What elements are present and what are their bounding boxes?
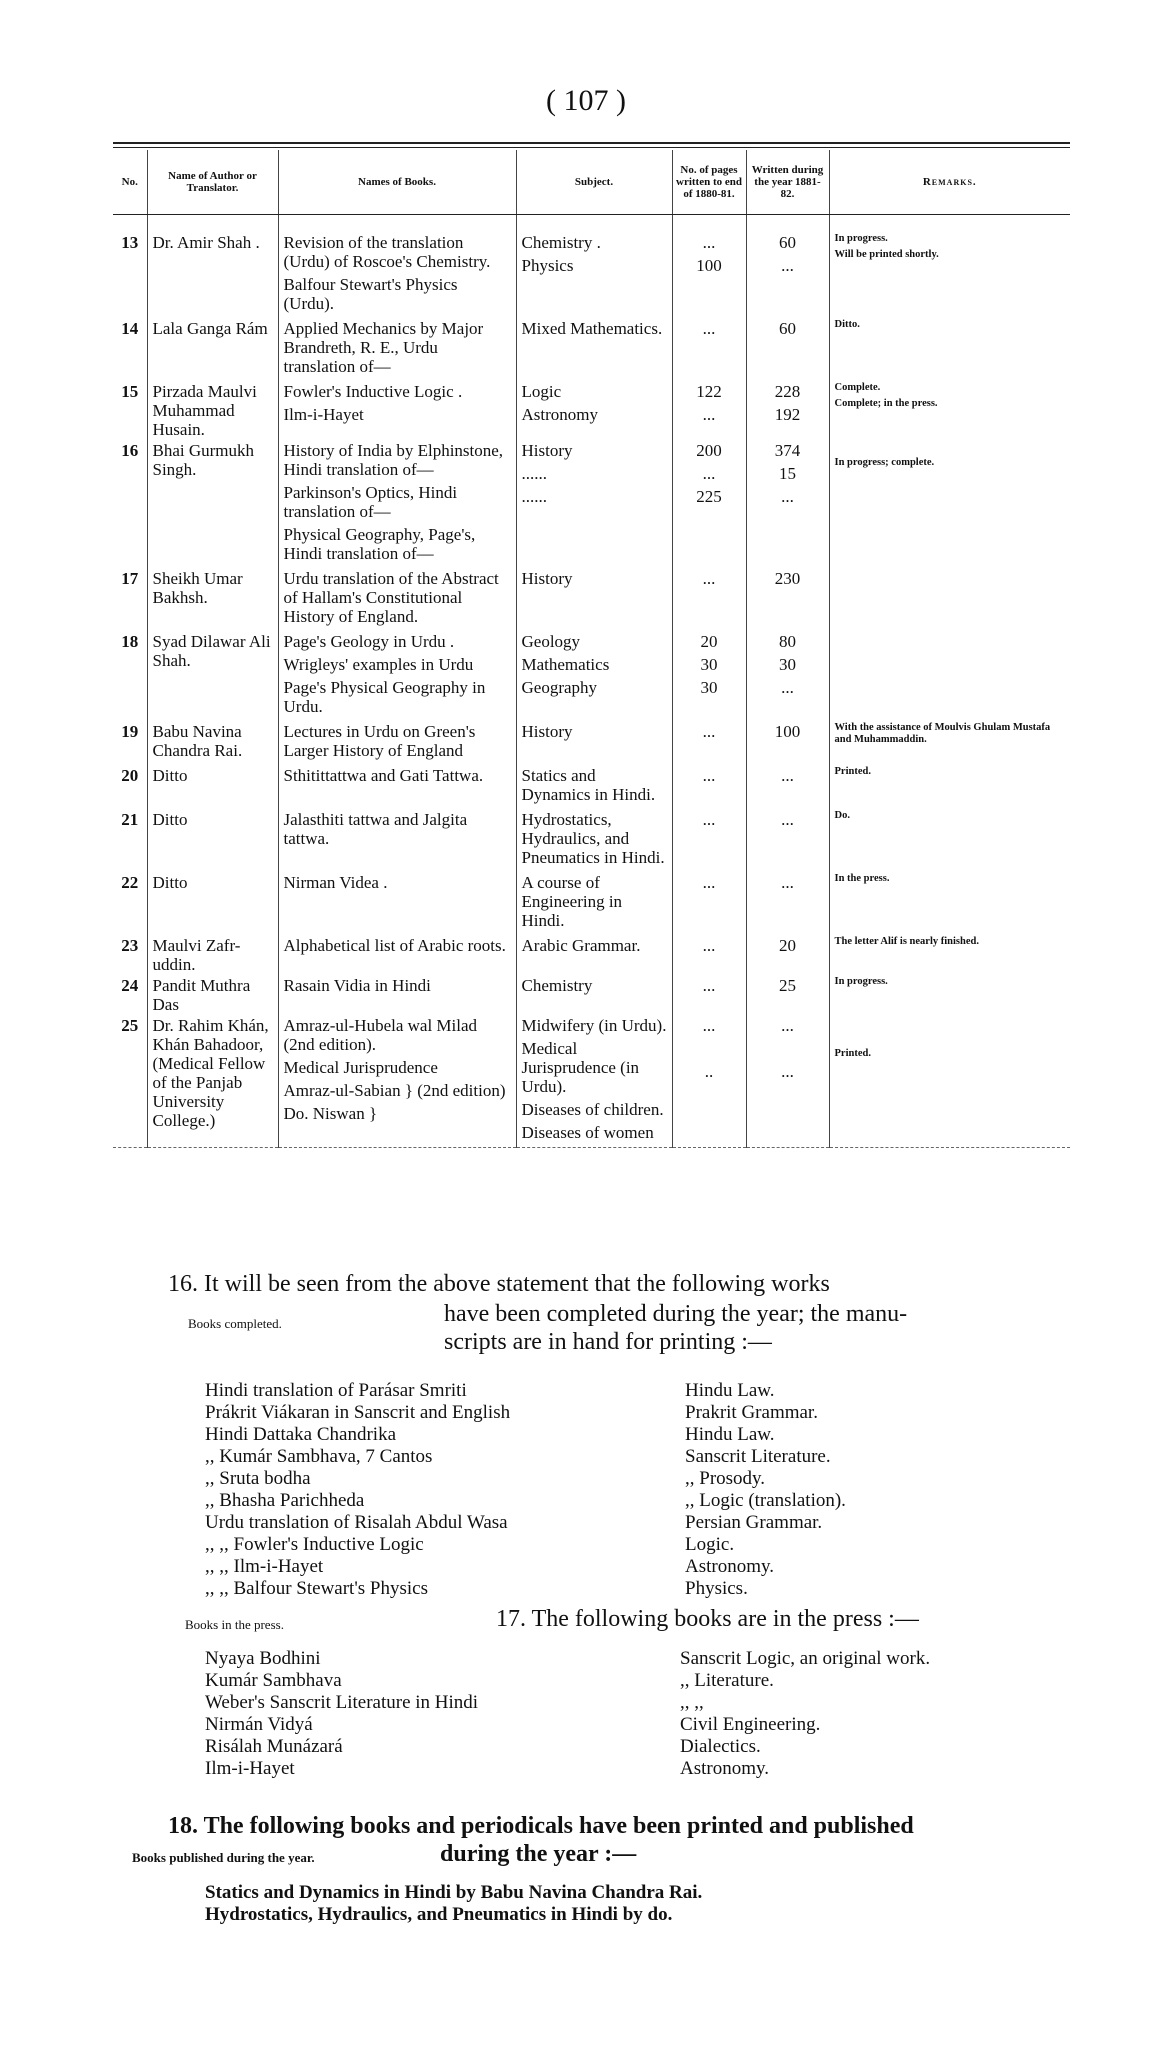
pages-cell — [672, 765, 746, 809]
remarks-item: In progress. — [834, 976, 888, 987]
remarks-item: In progress. — [834, 233, 888, 244]
remarks-item — [835, 441, 1066, 453]
written-item: 60 — [779, 319, 796, 338]
pages-item: 100 — [696, 256, 722, 275]
pages-cell — [672, 809, 746, 872]
written-item — [752, 1039, 824, 1058]
subjects-cell — [516, 215, 672, 319]
subjects-item: Astronomy — [521, 405, 598, 424]
written-item: ... — [781, 873, 794, 892]
table-header-row — [113, 150, 1070, 215]
pages-item: 30 — [700, 655, 718, 674]
books-item: Amraz-ul-Sabian } (2nd edition) — [283, 1081, 506, 1100]
written-item: ... — [781, 766, 794, 785]
row-number: 23 — [121, 936, 139, 955]
row-number: 18 — [121, 632, 139, 651]
written-cell — [746, 935, 829, 975]
remarks-item — [835, 632, 1066, 644]
written-item: 230 — [774, 569, 801, 588]
author-cell: Sheikh Umar Bakhsh. — [147, 568, 278, 631]
side-note-books-published: Books published during the year. — [132, 1850, 315, 1865]
subjects-cell — [516, 872, 672, 935]
written-item: 15 — [779, 464, 796, 483]
list-item-subject: Physics. — [685, 1578, 748, 1599]
books-item: Wrigleys' examples in Urdu — [283, 655, 474, 674]
pages-item: 200 — [696, 441, 722, 460]
row-number: 19 — [121, 722, 139, 741]
written-item: ... — [781, 487, 794, 506]
subjects-item: History — [521, 569, 573, 588]
list-item-title: ,, ,, Ilm-i-Hayet — [205, 1556, 324, 1577]
list-item-subject: Astronomy. — [685, 1556, 775, 1577]
pages-cell — [672, 721, 746, 765]
list-item — [205, 1714, 1025, 1736]
list-item — [205, 1556, 1005, 1578]
section-17-heading: 17. The following books are in the press :— — [496, 1606, 919, 1632]
pages-item: ... — [702, 1016, 716, 1035]
written-item: ... — [781, 256, 794, 275]
table-row — [113, 975, 1070, 1015]
pages-item: .. — [704, 1062, 714, 1081]
row-number: 17 — [121, 569, 139, 588]
list-item — [205, 1670, 1025, 1692]
section-16-line-2: have been completed during the year; the manu- — [444, 1301, 908, 1327]
remarks-cell — [829, 631, 1070, 721]
subjects-item: History — [521, 441, 573, 460]
pages-item: ... — [702, 766, 716, 785]
pages-cell — [672, 872, 746, 935]
subjects-item: Logic — [521, 382, 562, 401]
list-item — [205, 1648, 1025, 1670]
written-item: 20 — [779, 936, 796, 955]
header-books: Names of Books. — [278, 150, 516, 215]
remarks-item — [835, 648, 1066, 660]
table-row — [113, 568, 1070, 631]
pages-item: 30 — [700, 678, 718, 697]
subjects-cell — [516, 440, 672, 568]
list-item-subject: Hindu Law. — [685, 1380, 775, 1401]
section-18-line-2: during the year :— — [440, 1841, 637, 1867]
subjects-cell — [516, 765, 672, 809]
press-books-list — [205, 1648, 1025, 1780]
remarks-item: The letter Alif is nearly finished. — [834, 936, 979, 947]
list-item — [205, 1758, 1025, 1780]
table-row — [113, 381, 1070, 440]
header-author: Name of Author or Translator. — [147, 150, 278, 215]
subjects-item: Geography — [521, 678, 598, 697]
remarks-item: Will be printed shortly. — [834, 249, 939, 260]
books-cell — [278, 765, 516, 809]
published-item: Hydrostatics, Hydraulics, and Pneumatics in Hindi by do. — [205, 1904, 673, 1925]
books-item: Medical Jurisprudence — [283, 1058, 438, 1077]
subjects-cell — [516, 318, 672, 381]
table-row — [113, 215, 1070, 319]
pages-cell — [672, 631, 746, 721]
written-item: 100 — [774, 722, 801, 741]
written-cell — [746, 381, 829, 440]
list-item-subject: ,, Literature. — [680, 1670, 774, 1691]
subjects-item: Physics — [521, 256, 574, 275]
table-row — [113, 440, 1070, 568]
remarks-cell — [829, 765, 1070, 809]
books-item: Ilm-i-Hayet — [283, 405, 364, 424]
list-item-subject: Persian Grammar. — [685, 1512, 823, 1533]
books-item: Do. Niswan } — [283, 1104, 378, 1123]
remarks-item: Do. — [834, 810, 850, 821]
written-cell — [746, 721, 829, 765]
remarks-item — [835, 1016, 1066, 1028]
books-item: History of India by Elphinstone, Hindi translation of— — [283, 441, 504, 479]
list-item-title: ,, Kumár Sambhava, 7 Cantos — [205, 1446, 433, 1467]
table-row — [113, 631, 1070, 721]
subjects-cell — [516, 975, 672, 1015]
list-item — [205, 1736, 1025, 1758]
subjects-cell — [516, 935, 672, 975]
written-cell — [746, 440, 829, 568]
books-cell — [278, 975, 516, 1015]
written-item: ... — [781, 1062, 794, 1081]
subjects-item: Diseases of children. — [521, 1100, 664, 1119]
published-item: Statics and Dynamics in Hindi by Babu Navina Chandra Rai. — [205, 1882, 703, 1903]
list-item-title: Nyaya Bodhini — [205, 1648, 321, 1669]
written-item: ... — [781, 678, 794, 697]
table-row — [113, 872, 1070, 935]
books-cell — [278, 568, 516, 631]
row-number: 24 — [121, 976, 139, 995]
subjects-item: Arabic Grammar. — [521, 936, 641, 955]
pages-item: ... — [702, 569, 716, 588]
written-item: ... — [781, 1016, 794, 1035]
pages-item: ... — [702, 319, 716, 338]
pages-item: 225 — [696, 487, 722, 506]
author-cell: Ditto — [147, 809, 278, 872]
list-item — [205, 1446, 1005, 1468]
written-cell — [746, 1015, 829, 1148]
list-item-title: ,, ,, Fowler's Inductive Logic — [205, 1534, 424, 1555]
list-item-title: Kumár Sambhava — [205, 1670, 342, 1691]
remarks-item: In the press. — [834, 873, 890, 884]
books-cell — [278, 935, 516, 975]
remarks-cell — [829, 721, 1070, 765]
pages-item: ... — [702, 405, 716, 424]
books-cell — [278, 440, 516, 568]
written-item: 374 — [774, 441, 801, 460]
pages-item: 122 — [696, 382, 722, 401]
remarks-cell — [829, 809, 1070, 872]
books-cell — [278, 1015, 516, 1148]
subjects-cell — [516, 381, 672, 440]
row-number: 21 — [121, 810, 139, 829]
remarks-item: Printed. — [834, 1048, 871, 1059]
pages-cell — [672, 318, 746, 381]
list-item — [205, 1534, 1005, 1556]
pages-item: ... — [702, 464, 716, 483]
books-item: Physical Geography, Page's, Hindi translation of— — [283, 525, 476, 563]
list-item-subject: Astronomy. — [680, 1758, 770, 1779]
list-item — [205, 1468, 1005, 1490]
pages-item: ... — [702, 722, 716, 741]
subjects-item: A course of Engineering in Hindi. — [521, 873, 623, 930]
remarks-cell — [829, 215, 1070, 319]
list-item-subject: Hindu Law. — [685, 1424, 775, 1445]
books-item: Jalasthiti tattwa and Jalgita tattwa. — [283, 810, 468, 848]
subjects-cell — [516, 631, 672, 721]
list-item-title: Ilm-i-Hayet — [205, 1758, 295, 1779]
author-cell: Babu Navina Chandra Rai. — [147, 721, 278, 765]
pages-item: ... — [702, 873, 716, 892]
written-item: ... — [781, 810, 794, 829]
written-cell — [746, 809, 829, 872]
books-cell — [278, 215, 516, 319]
subjects-item: Chemistry — [521, 976, 593, 995]
books-item: Nirman Videa . — [283, 873, 388, 892]
remarks-cell — [829, 975, 1070, 1015]
books-item: Page's Physical Geography in Urdu. — [283, 678, 486, 716]
pages-item — [678, 1039, 741, 1058]
row-number: 22 — [121, 873, 139, 892]
subjects-cell — [516, 809, 672, 872]
subjects-cell — [516, 721, 672, 765]
author-cell: Dr. Rahim Khán, Khán Bahadoor, (Medical Fellow of the Panjab University College.) — [147, 1015, 278, 1148]
subjects-item: Statics and Dynamics in Hindi. — [521, 766, 656, 804]
subjects-item: ...... — [521, 464, 547, 483]
side-note-books-completed: Books completed. — [188, 1316, 282, 1331]
pages-item — [678, 1085, 741, 1104]
list-item-subject: ,, Logic (translation). — [685, 1490, 846, 1511]
list-item-subject: ,, Prosody. — [685, 1468, 766, 1489]
page-number: ( 107 ) — [546, 84, 626, 117]
table-row — [113, 1015, 1070, 1148]
remarks-item: Ditto. — [834, 319, 860, 330]
books-cell — [278, 631, 516, 721]
author-cell: Syad Dilawar Ali Shah. — [147, 631, 278, 721]
books-item: Rasain Vidia in Hindi — [283, 976, 431, 995]
list-item — [205, 1380, 1005, 1402]
subjects-item: Midwifery (in Urdu). — [521, 1016, 667, 1035]
section-16-line-1: 16. It will be seen from the above statement that the following works — [168, 1271, 830, 1297]
remarks-item: In progress; complete. — [834, 457, 935, 468]
pages-cell — [672, 440, 746, 568]
list-item — [205, 1692, 1025, 1714]
pages-cell — [672, 975, 746, 1015]
pages-cell — [672, 215, 746, 319]
row-number: 16 — [121, 441, 139, 460]
published-books-list — [205, 1882, 1065, 1926]
remarks-item: Complete; in the press. — [834, 398, 938, 409]
section-16-line-3: scripts are in hand for printing :— — [444, 1329, 772, 1355]
written-cell — [746, 318, 829, 381]
subjects-item: Chemistry . — [521, 233, 601, 252]
row-number: 25 — [113, 1015, 147, 1148]
remarks-item — [835, 664, 1066, 676]
remarks-cell — [829, 935, 1070, 975]
remarks-item — [835, 473, 1066, 485]
list-item-title: ,, Sruta bodha — [205, 1468, 311, 1489]
books-item: Urdu translation of the Abstract of Hallam's Constitutional History of England. — [283, 569, 499, 626]
subjects-item: Medical Jurisprudence (in Urdu). — [521, 1039, 640, 1096]
books-item: Sthitittattwa and Gati Tattwa. — [283, 766, 484, 785]
list-item-subject: ,, ,, — [680, 1692, 704, 1713]
header-no: No. — [113, 150, 147, 215]
list-item-title: Hindi translation of Parásar Smriti — [205, 1380, 467, 1401]
list-item — [205, 1578, 1005, 1600]
list-item-subject: Dialectics. — [680, 1736, 761, 1757]
books-item: Amraz-ul-Hubela wal Milad (2nd edition). — [283, 1016, 478, 1054]
top-rule-thin — [113, 147, 1070, 148]
row-number: 20 — [121, 766, 139, 785]
books-item: Page's Geology in Urdu . — [283, 632, 455, 651]
author-cell: Lala Ganga Rám — [147, 318, 278, 381]
written-item: 80 — [779, 632, 796, 651]
author-cell: Ditto — [147, 872, 278, 935]
list-item-subject: Sanscrit Literature. — [685, 1446, 831, 1467]
written-cell — [746, 631, 829, 721]
subjects-item: Mathematics — [521, 655, 610, 674]
pages-item: ... — [702, 233, 716, 252]
table-row — [113, 935, 1070, 975]
list-item — [205, 1424, 1005, 1446]
list-item-title: Prákrit Viákaran in Sanscrit and English — [205, 1402, 511, 1423]
side-note-books-in-press: Books in the press. — [185, 1617, 284, 1632]
pages-cell — [672, 568, 746, 631]
remarks-cell — [829, 318, 1070, 381]
list-item — [205, 1490, 1005, 1512]
header-remarks: Remarks. — [829, 150, 1070, 215]
written-item — [752, 1085, 824, 1104]
remarks-cell — [829, 381, 1070, 440]
written-item: 192 — [774, 405, 801, 424]
books-item: Applied Mechanics by Major Brandreth, R. E., Urdu translation of— — [283, 319, 484, 376]
books-item: Parkinson's Optics, Hindi translation of— — [283, 483, 458, 521]
books-cell — [278, 318, 516, 381]
remarks-cell — [829, 440, 1070, 568]
pages-item: ... — [702, 936, 716, 955]
table-row — [113, 318, 1070, 381]
row-number: 13 — [121, 233, 139, 252]
register-table — [113, 150, 1070, 1148]
list-item-title: ,, ,, Balfour Stewart's Physics — [205, 1578, 428, 1599]
remarks-item — [835, 1032, 1066, 1044]
remarks-cell — [829, 568, 1070, 631]
remarks-item: Complete. — [834, 382, 881, 393]
row-number: 15 — [121, 382, 139, 401]
table-row — [113, 765, 1070, 809]
written-item: 25 — [779, 976, 796, 995]
table-row — [113, 809, 1070, 872]
completed-books-list — [205, 1380, 1005, 1600]
list-item — [205, 1512, 1005, 1534]
books-cell — [278, 381, 516, 440]
list-item-title: Risálah Munázará — [205, 1736, 343, 1757]
header-pages: No. of pages written to end of 1880-81. — [672, 150, 746, 215]
subjects-item: Hydrostatics, Hydraulics, and Pneumatics in Hindi. — [521, 810, 665, 867]
header-written: Written during the year 1881-82. — [746, 150, 829, 215]
subjects-item: ...... — [521, 487, 547, 506]
list-item — [205, 1402, 1005, 1424]
written-cell — [746, 215, 829, 319]
table-body — [113, 215, 1070, 1148]
remarks-item — [835, 569, 1066, 581]
remarks-item — [835, 1064, 1066, 1076]
books-item: Alphabetical list of Arabic roots. — [283, 936, 506, 955]
pages-cell — [672, 1015, 746, 1148]
subjects-item: Geology — [521, 632, 581, 651]
books-item: Fowler's Inductive Logic . — [283, 382, 463, 401]
row-number: 14 — [121, 319, 139, 338]
pages-cell — [672, 935, 746, 975]
table-row — [113, 721, 1070, 765]
list-item-title: Hindi Dattaka Chandrika — [205, 1424, 397, 1445]
books-item: Balfour Stewart's Physics (Urdu). — [283, 275, 458, 313]
list-item-subject: Sanscrit Logic, an original work. — [680, 1648, 931, 1669]
list-item-title: Urdu translation of Risalah Abdul Wasa — [205, 1512, 508, 1533]
header-subject: Subject. — [516, 150, 672, 215]
books-item: Lectures in Urdu on Green's Larger History of England — [283, 722, 476, 760]
author-cell: Dr. Amir Shah . — [147, 215, 278, 319]
remarks-item: Printed. — [834, 766, 871, 777]
list-item-subject: Prakrit Grammar. — [685, 1402, 818, 1423]
section-18-line-1: 18. The following books and periodicals have been printed and published — [168, 1813, 914, 1839]
remarks-cell — [829, 872, 1070, 935]
books-cell — [278, 809, 516, 872]
list-item-title: ,, Bhasha Parichheda — [205, 1490, 365, 1511]
books-cell — [278, 721, 516, 765]
list-item-subject: Logic. — [685, 1534, 735, 1555]
books-item: Revision of the translation (Urdu) of Roscoe's Chemistry. — [283, 233, 491, 271]
author-cell: Pandit Muthra Das — [147, 975, 278, 1015]
pages-item: ... — [702, 810, 716, 829]
author-cell: Ditto — [147, 765, 278, 809]
subjects-item: Mixed Mathematics. — [521, 319, 663, 338]
author-cell: Maulvi Zafr-uddin. — [147, 935, 278, 975]
subjects-item: Diseases of women — [521, 1123, 654, 1142]
written-item: 30 — [779, 655, 796, 674]
remarks-item: With the assistance of Moulvis Ghulam Mustafa and Muhammaddin. — [834, 722, 1051, 745]
author-cell: Pirzada Maulvi Muhammad Husain. — [147, 381, 278, 440]
top-rule — [113, 142, 1070, 144]
list-item-subject: Civil Engineering. — [680, 1714, 821, 1735]
author-cell: Bhai Gurmukh Singh. — [147, 440, 278, 568]
subjects-cell — [516, 568, 672, 631]
subjects-item: History — [521, 722, 573, 741]
written-cell — [746, 568, 829, 631]
written-cell — [746, 975, 829, 1015]
written-cell — [746, 872, 829, 935]
remarks-cell — [829, 1015, 1070, 1148]
pages-cell — [672, 381, 746, 440]
books-cell — [278, 872, 516, 935]
pages-item: ... — [702, 976, 716, 995]
pages-item: 20 — [700, 632, 718, 651]
written-item: 228 — [774, 382, 801, 401]
subjects-cell — [516, 1015, 672, 1148]
written-item: 60 — [779, 233, 796, 252]
list-item-title: Weber's Sanscrit Literature in Hindi — [205, 1692, 479, 1713]
written-cell — [746, 765, 829, 809]
list-item-title: Nirmán Vidyá — [205, 1714, 313, 1735]
